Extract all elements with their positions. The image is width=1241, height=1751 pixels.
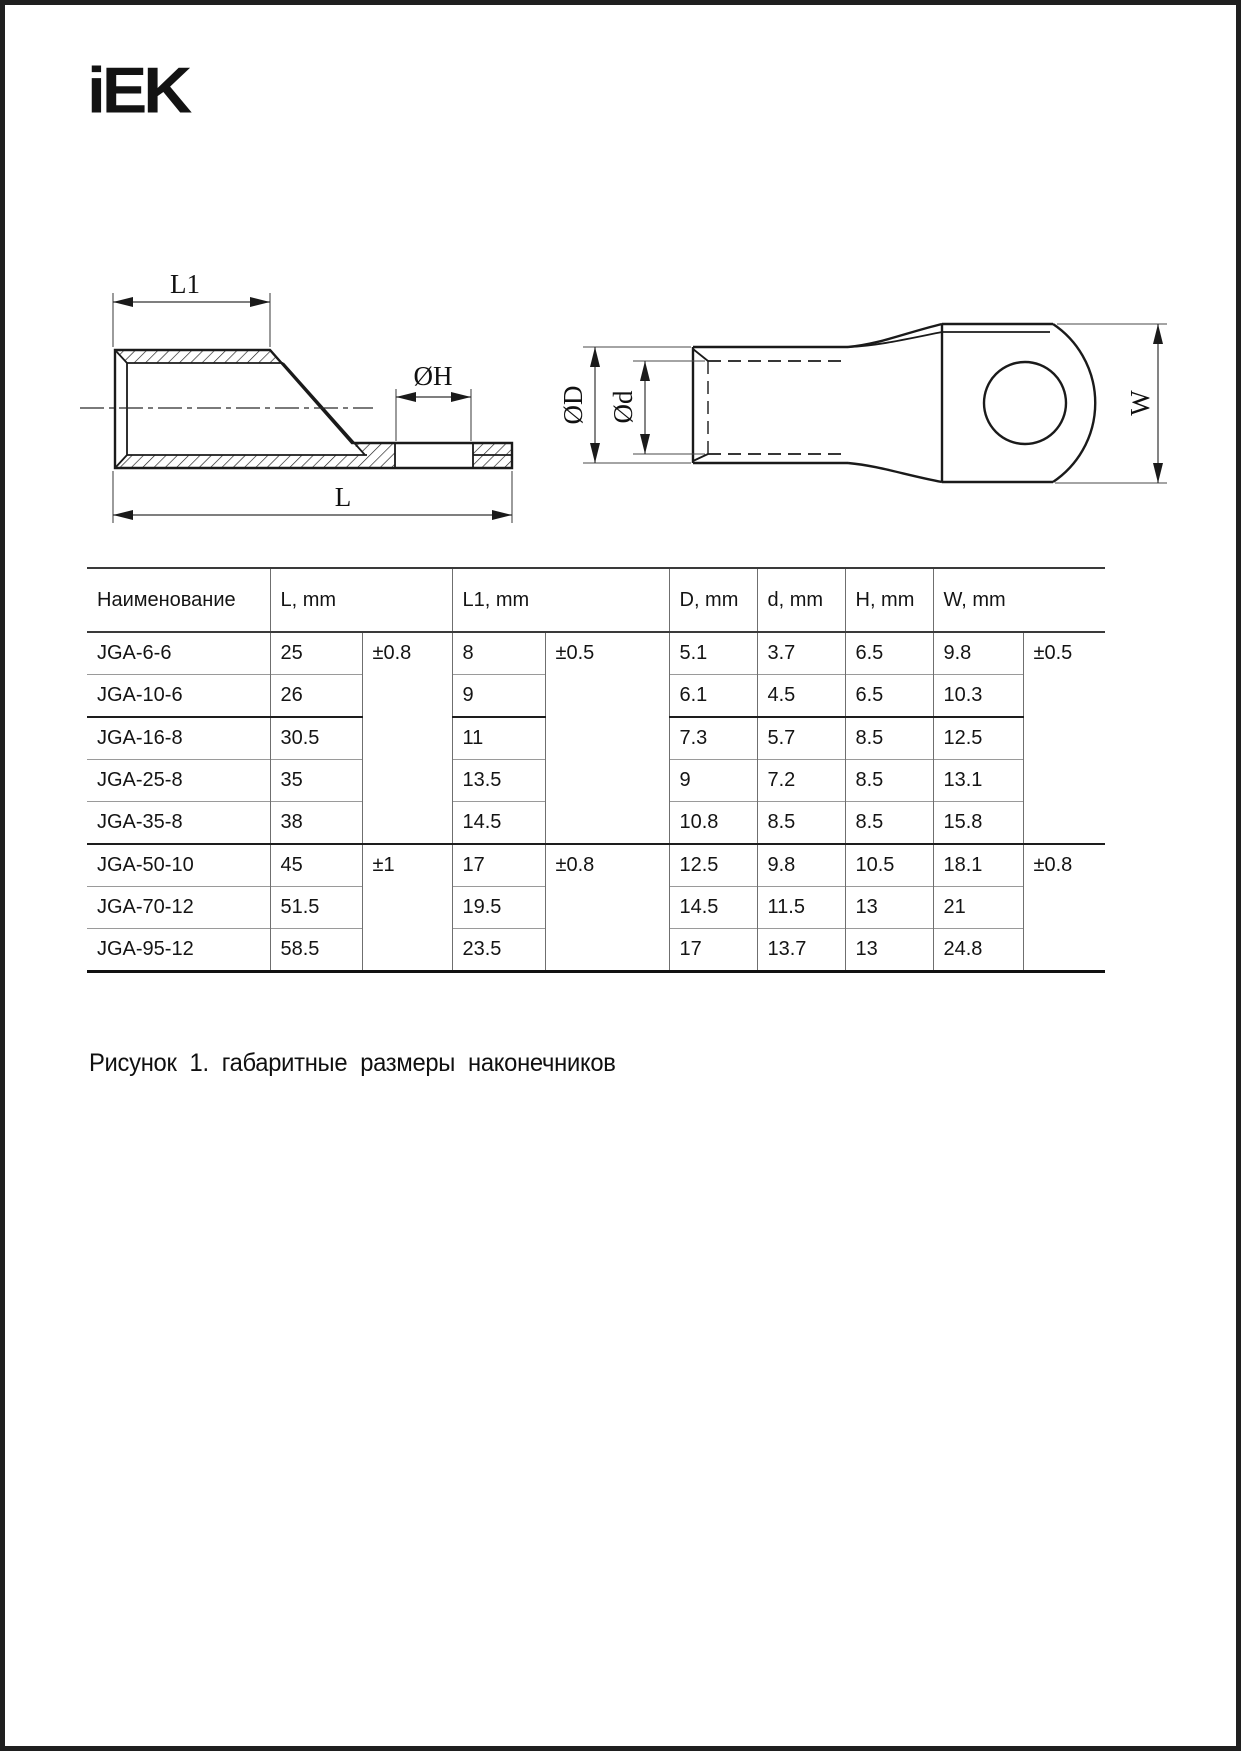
dim-label-l: L — [334, 482, 352, 512]
dim-label-oh: ØH — [413, 361, 453, 391]
table-row — [87, 844, 1105, 887]
cell-L: 26 — [270, 675, 362, 718]
col-header-W: W, mm — [933, 568, 1105, 632]
cell-D: 9 — [669, 760, 757, 802]
cell-L1: 14.5 — [452, 802, 545, 845]
cell-name: JGA-25-8 — [87, 760, 270, 802]
top-view-drawing — [558, 324, 1167, 483]
cell-W: 9.8 — [933, 632, 1023, 675]
cell-L1-tolerance: ±0.8 — [545, 844, 669, 972]
cell-H: 8.5 — [845, 717, 933, 760]
cell-L-tolerance: ±1 — [362, 844, 452, 972]
cell-L1: 8 — [452, 632, 545, 675]
cell-name: JGA-70-12 — [87, 887, 270, 929]
cell-D: 10.8 — [669, 802, 757, 845]
cell-H: 13 — [845, 929, 933, 972]
cell-L: 51.5 — [270, 887, 362, 929]
cell-W-tolerance: ±0.5 — [1023, 632, 1105, 844]
cell-d: 13.7 — [757, 929, 845, 972]
dimensions-table — [87, 567, 1105, 973]
cell-W: 21 — [933, 887, 1023, 929]
cell-L: 45 — [270, 844, 362, 887]
cell-d: 8.5 — [757, 802, 845, 845]
col-header-d: d, mm — [757, 568, 845, 632]
cell-L1: 9 — [452, 675, 545, 718]
dimension-drawing — [5, 5, 1241, 565]
col-header-L1: L1, mm — [452, 568, 669, 632]
cell-L: 58.5 — [270, 929, 362, 972]
cell-name: JGA-95-12 — [87, 929, 270, 972]
iek-logo: iEK — [87, 53, 189, 127]
cell-d: 9.8 — [757, 844, 845, 887]
cell-name: JGA-35-8 — [87, 802, 270, 845]
cell-D: 12.5 — [669, 844, 757, 887]
cell-L: 25 — [270, 632, 362, 675]
cell-D: 17 — [669, 929, 757, 972]
cell-d: 5.7 — [757, 717, 845, 760]
cell-L1: 19.5 — [452, 887, 545, 929]
cell-L: 38 — [270, 802, 362, 845]
cell-name: JGA-16-8 — [87, 717, 270, 760]
cell-W: 13.1 — [933, 760, 1023, 802]
cell-H: 8.5 — [845, 760, 933, 802]
cell-name: JGA-50-10 — [87, 844, 270, 887]
cell-name: JGA-6-6 — [87, 632, 270, 675]
cell-L: 30.5 — [270, 717, 362, 760]
cell-H: 8.5 — [845, 802, 933, 845]
cell-W: 18.1 — [933, 844, 1023, 887]
col-header-L: L, mm — [270, 568, 452, 632]
table-row — [87, 632, 1105, 675]
cell-D: 7.3 — [669, 717, 757, 760]
cell-W: 24.8 — [933, 929, 1023, 972]
cell-L: 35 — [270, 760, 362, 802]
cell-L-tolerance: ±0.8 — [362, 632, 452, 844]
cell-W: 15.8 — [933, 802, 1023, 845]
dim-label-od-outer: ØD — [558, 385, 588, 425]
side-view-drawing — [80, 269, 512, 523]
dim-label-w: W — [1125, 390, 1155, 416]
cell-L1: 17 — [452, 844, 545, 887]
table-header-row — [87, 568, 1105, 632]
cell-H: 10.5 — [845, 844, 933, 887]
cell-name: JGA-10-6 — [87, 675, 270, 718]
col-header-D: D, mm — [669, 568, 757, 632]
cell-L1-tolerance: ±0.5 — [545, 632, 669, 844]
col-header-name: Наименование — [87, 568, 270, 632]
cell-W: 10.3 — [933, 675, 1023, 718]
cell-L1: 11 — [452, 717, 545, 760]
cell-W: 12.5 — [933, 717, 1023, 760]
cell-L1: 13.5 — [452, 760, 545, 802]
cell-d: 7.2 — [757, 760, 845, 802]
cell-H: 13 — [845, 887, 933, 929]
cell-d: 4.5 — [757, 675, 845, 718]
cell-d: 3.7 — [757, 632, 845, 675]
cell-W-tolerance: ±0.8 — [1023, 844, 1105, 972]
col-header-H: H, mm — [845, 568, 933, 632]
dim-label-od-inner: Ød — [608, 390, 638, 424]
cell-d: 11.5 — [757, 887, 845, 929]
cell-D: 5.1 — [669, 632, 757, 675]
cell-H: 6.5 — [845, 675, 933, 718]
cell-D: 6.1 — [669, 675, 757, 718]
figure-caption: Рисунок 1. габаритные размеры наконечников — [89, 1049, 616, 1077]
dim-label-l1: L1 — [170, 269, 200, 299]
cell-H: 6.5 — [845, 632, 933, 675]
cell-D: 14.5 — [669, 887, 757, 929]
cell-L1: 23.5 — [452, 929, 545, 972]
